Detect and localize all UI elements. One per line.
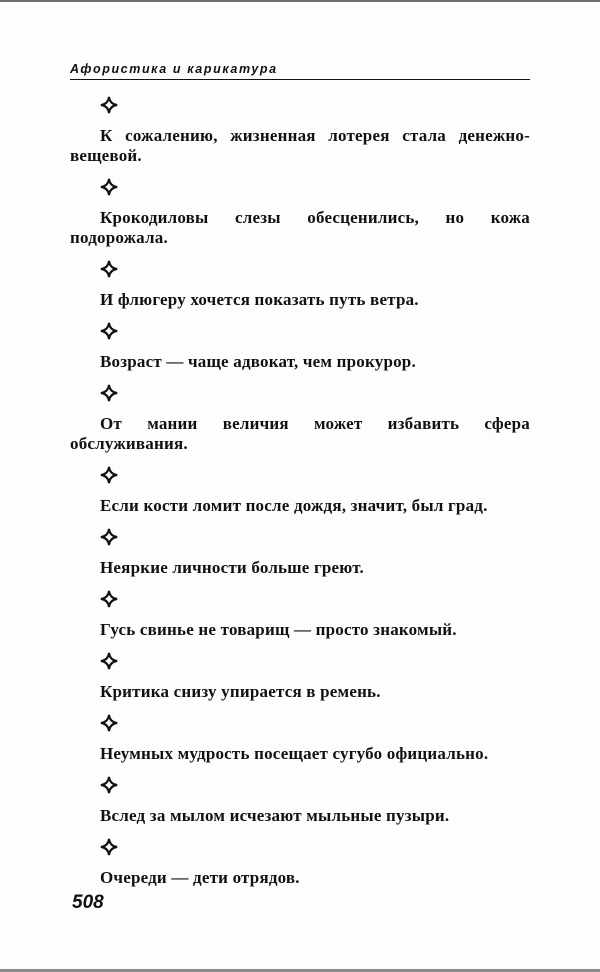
aphorism-entry	[70, 714, 530, 764]
aphorism-entry	[70, 590, 530, 640]
four-point-star-icon	[100, 590, 118, 608]
aphorism-entry	[70, 322, 530, 372]
four-point-star-icon	[100, 776, 118, 794]
aphorism-entry	[70, 96, 530, 166]
aphorism-text: Гусь свинье не товарищ — просто знакомый.	[100, 620, 457, 639]
aphorism-text: К сожалению, жизненная лотерея стала денежно-вещевой.	[70, 126, 530, 165]
aphorism-text: Критика снизу упирается в ремень.	[100, 682, 381, 701]
aphorism-entry	[70, 528, 530, 578]
aphorism-list	[70, 96, 530, 900]
four-point-star-icon	[100, 178, 118, 196]
aphorism-entry	[70, 178, 530, 248]
four-point-star-icon	[100, 96, 118, 114]
four-point-star-icon	[100, 260, 118, 278]
four-point-star-icon	[100, 466, 118, 484]
aphorism-text: И флюгеру хочется показать путь ветра.	[100, 290, 419, 309]
aphorism-text: Неумных мудрость посещает сугубо официально.	[100, 744, 489, 763]
running-head	[70, 60, 530, 80]
running-head-title: Афористика и карикатура	[70, 62, 278, 76]
aphorism-entry	[70, 466, 530, 516]
aphorism-text: Очереди — дети отрядов.	[100, 868, 300, 887]
aphorism-entry	[70, 652, 530, 702]
aphorism-text: Неяркие личности больше греют.	[100, 558, 364, 577]
aphorism-entry	[70, 776, 530, 826]
four-point-star-icon	[100, 838, 118, 856]
aphorism-entry	[70, 838, 530, 888]
page-top-border	[0, 0, 600, 2]
page-number: 508	[72, 892, 104, 913]
four-point-star-icon	[100, 384, 118, 402]
aphorism-text: От мании величия может избавить сфера обслуживания.	[70, 414, 530, 453]
four-point-star-icon	[100, 714, 118, 732]
aphorism-entry	[70, 384, 530, 454]
aphorism-text: Вслед за мылом исчезают мыльные пузыри.	[100, 806, 450, 825]
aphorism-text: Возраст — чаще адвокат, чем прокурор.	[100, 352, 416, 371]
aphorism-text: Крокодиловы слезы обесценились, но кожа подорожала.	[70, 208, 530, 247]
aphorism-text: Если кости ломит после дождя, значит, был град.	[100, 496, 488, 515]
four-point-star-icon	[100, 322, 118, 340]
four-point-star-icon	[100, 528, 118, 546]
aphorism-entry	[70, 260, 530, 310]
four-point-star-icon	[100, 652, 118, 670]
